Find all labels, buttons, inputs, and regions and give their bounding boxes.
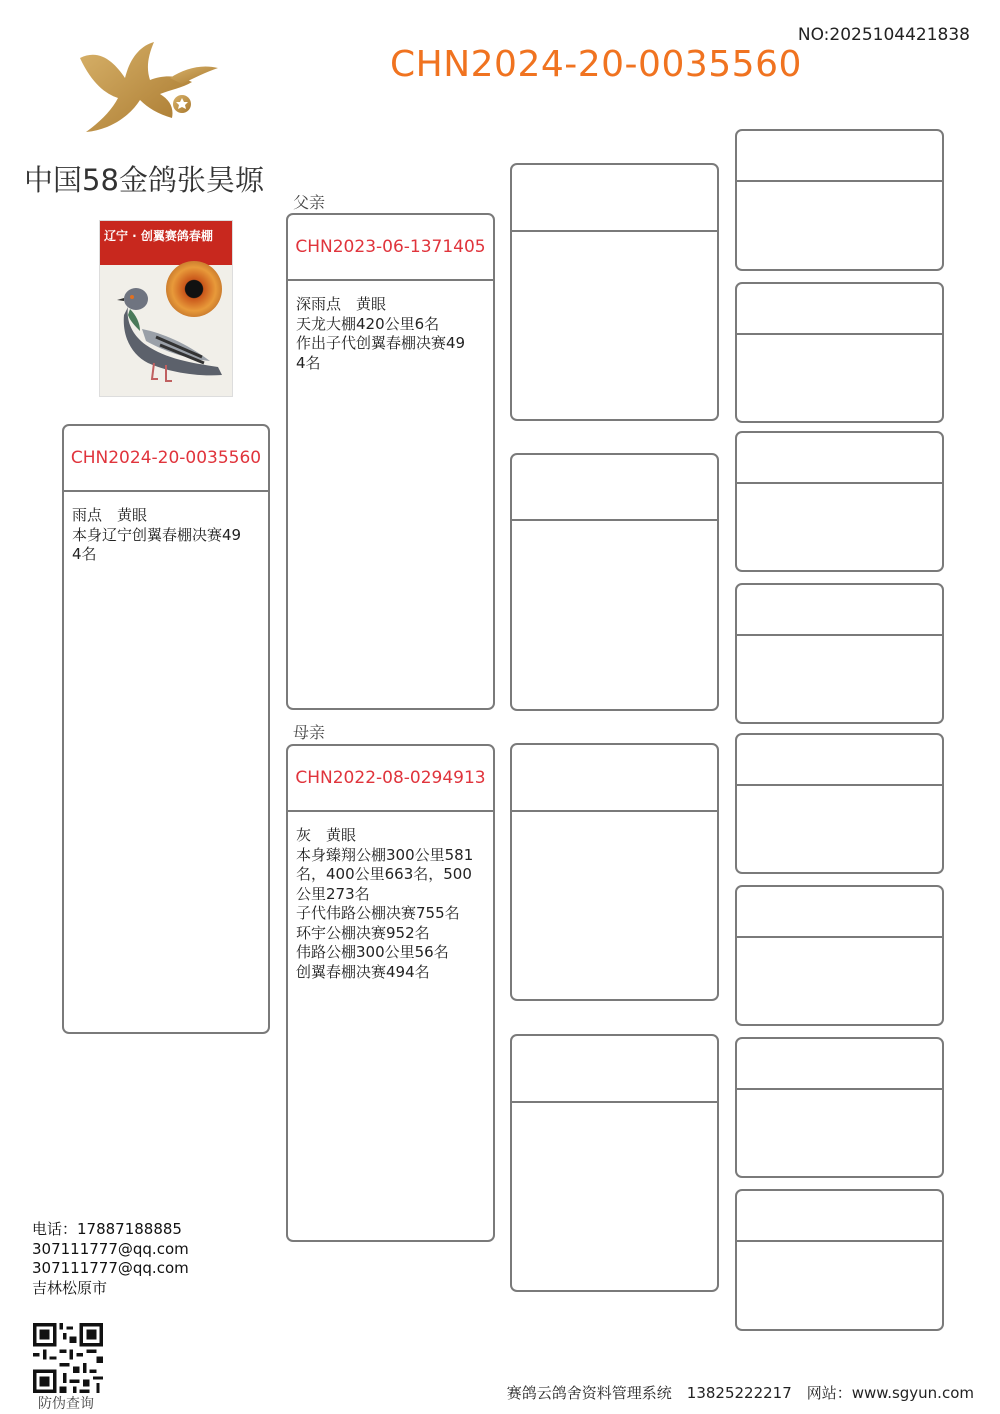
photo-banner-text: 辽宁 · 创翼赛鸽春棚	[104, 229, 213, 243]
qr-code-icon[interactable]	[33, 1323, 103, 1393]
subject-line: 4名	[72, 545, 97, 563]
great-grandparent-card	[735, 1037, 944, 1178]
great-grandparent-card-header	[737, 131, 942, 182]
great-grandparent-card	[735, 431, 944, 572]
grandparent-card	[510, 163, 719, 421]
contact-email: 307111777@qq.com	[32, 1259, 189, 1277]
main-ring-number: CHN2024-20-0035560	[390, 44, 802, 85]
qr-caption: 防伪查询	[38, 1396, 94, 1412]
great-grandparent-card-header	[737, 284, 942, 335]
mother-card	[286, 744, 495, 1242]
contact-location: 吉林松原市	[32, 1278, 108, 1297]
pigeon-photo	[99, 220, 233, 397]
father-card	[286, 213, 495, 710]
loft-name: 中国58金鸽张昊塬	[24, 163, 264, 197]
grandparent-card-header	[512, 1036, 717, 1103]
great-grandparent-card-header	[737, 887, 942, 938]
contact-email: 307111777@qq.com	[32, 1239, 189, 1258]
mother-line: 环宇公棚决赛952名	[296, 923, 430, 942]
mother-line: 子代伟路公棚决赛755名	[296, 904, 460, 922]
great-grandparent-card-header	[737, 1191, 942, 1242]
great-grandparent-card	[735, 733, 944, 874]
great-grandparent-card-header	[737, 585, 942, 636]
great-grandparent-card	[735, 583, 944, 724]
great-grandparent-card	[735, 129, 944, 271]
mother-description	[288, 812, 493, 982]
mother-line: 灰 黄眼	[296, 826, 357, 844]
grandparent-card	[510, 1034, 719, 1292]
pigeon-image	[106, 271, 230, 391]
father-card-header	[288, 215, 493, 281]
mother-ring-number: CHN2022-08-0294913	[295, 768, 486, 788]
footer-text: 赛鸽云鸽舍资料管理系统 13825222217 网站：www.sgyun.com	[506, 1384, 974, 1402]
contact-phone: 电话：17887188885	[32, 1220, 182, 1238]
father-line: 4名	[296, 353, 321, 372]
mother-line: 创翼春棚决赛494名	[296, 962, 430, 981]
great-grandparent-card	[735, 885, 944, 1026]
father-ring-number: CHN2023-06-1371405	[295, 237, 486, 257]
subject-line: 本身辽宁创翼春棚决赛49	[72, 525, 242, 544]
subject-card	[62, 424, 270, 1034]
grandparent-card-header	[512, 745, 717, 812]
mother-line: 公里273名	[296, 884, 370, 903]
subject-line: 雨点 黄眼	[72, 506, 148, 524]
subject-ring-number: CHN2024-20-0035560	[70, 448, 262, 468]
photo-banner	[100, 221, 232, 265]
great-grandparent-card	[735, 1189, 944, 1331]
subject-description	[64, 492, 268, 565]
mother-line: 本身臻翔公棚300公里581	[296, 845, 474, 864]
father-label: 父亲	[293, 193, 326, 212]
document-number: NO:2025104421838	[797, 25, 970, 45]
great-grandparent-card-header	[737, 1039, 942, 1090]
mother-line: 伟路公棚300公里56名	[296, 943, 449, 961]
great-grandparent-card	[735, 282, 944, 423]
father-line: 作出子代创翼春棚决赛49	[296, 334, 466, 352]
mother-line: 名，400公里663名，500	[296, 865, 472, 883]
great-grandparent-card-header	[737, 735, 942, 786]
mother-card-header	[288, 746, 493, 812]
contact-info	[32, 1220, 189, 1298]
gold-dove-logo-icon	[70, 38, 230, 138]
father-line: 深雨点 黄眼	[296, 295, 387, 313]
father-description	[288, 281, 493, 373]
great-grandparent-card-header	[737, 433, 942, 484]
grandparent-card	[510, 453, 719, 711]
mother-label: 母亲	[293, 723, 326, 742]
grandparent-card	[510, 743, 719, 1001]
subject-card-header	[64, 426, 268, 492]
grandparent-card-header	[512, 165, 717, 232]
father-line: 天龙大棚420公里6名	[296, 314, 440, 333]
grandparent-card-header	[512, 455, 717, 521]
